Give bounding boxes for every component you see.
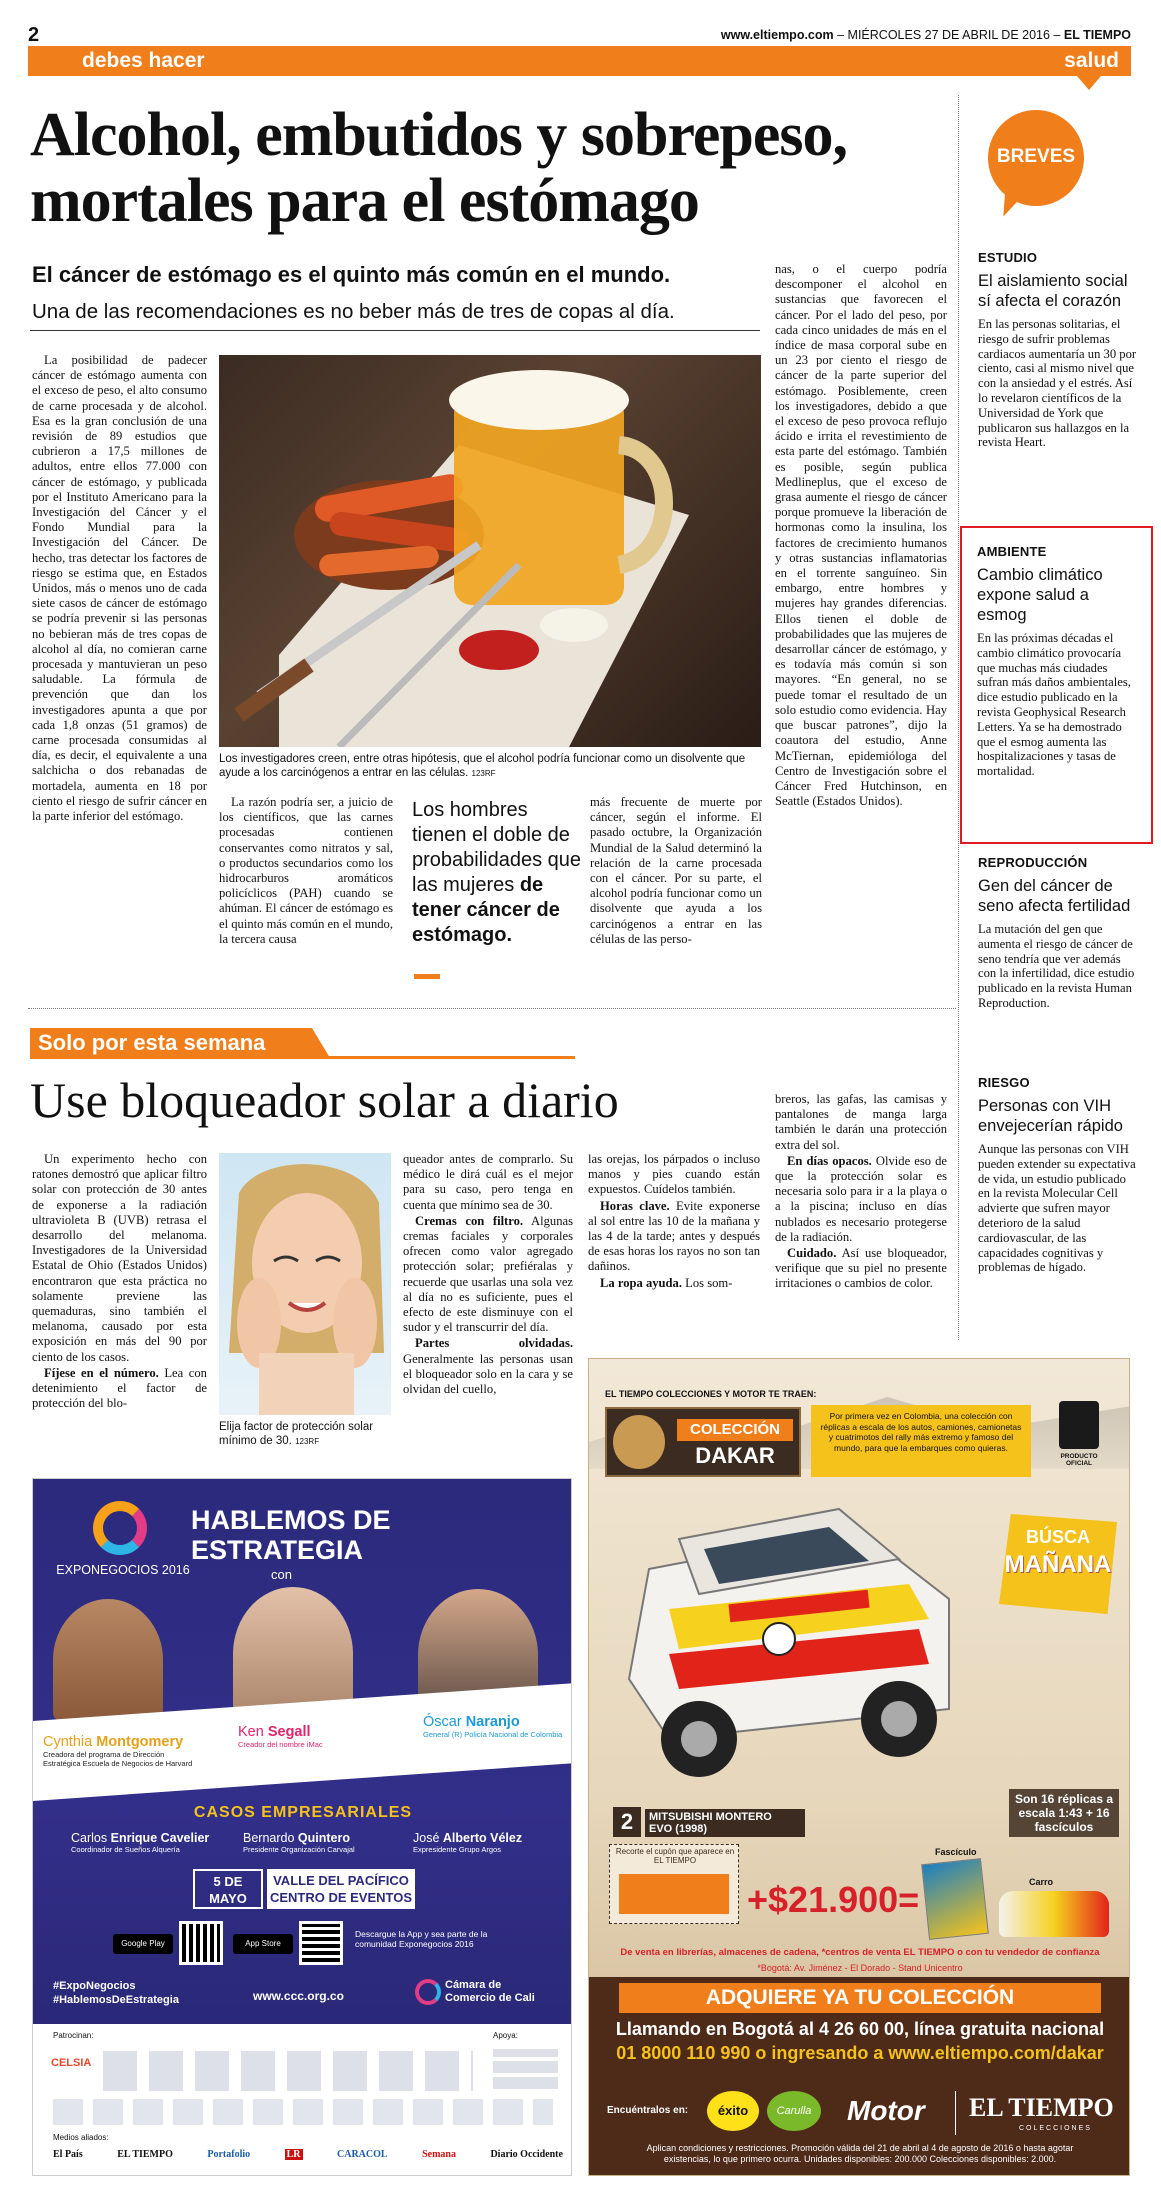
breve-item-highlighted: [960, 526, 1153, 844]
guest-card: Bernardo Quintero Presidente Organización Carvajal: [243, 1831, 355, 1854]
dakar-call-line1: Llamando en Bogotá al 4 26 60 00, línea gratuita nacional: [615, 2019, 1105, 2039]
media-logos: [53, 2149, 563, 2160]
camara-comercio-logo-icon: [415, 1979, 441, 2005]
article1-photo-credit: 123RF: [471, 769, 496, 778]
manana-label: MAÑANA: [1004, 1551, 1112, 1578]
dakar-call-line2[interactable]: 01 8000 110 990 o ingresando a www.eltiempo.com/dakar: [616, 2043, 1104, 2063]
adquiere-heading: ADQUIERE YA TU COLECCIÓN: [619, 1983, 1101, 2013]
colecciones-label: COLECCIONES: [1019, 2125, 1092, 2132]
article2-col1: Un experimento hecho con ratones demostró que aplicar filtro solar con protección de 30 antes de exponerse a la radiación ultravioleta B (UVB) retrasa el desarrollo del melanoma. Investigadores de la Universidad Estatal de Ohio (Estados Unidos) encontraron que esta práctica no solamente previene las quemaduras, sino también el melanoma, causado por esta exposición en más del 90 por ciento de los casos. Fíjese en el número. Lea con detenimiento el factor de protección del blo-: [32, 1152, 207, 1411]
section-left-label: debes hacer: [82, 49, 205, 72]
pullquote-accent: [414, 974, 440, 979]
breve-title: El aislamiento social sí afecta el corazón: [978, 272, 1128, 310]
breve-section: AMBIENTE: [977, 544, 1047, 559]
ad-title-line3: con: [271, 1567, 292, 1582]
coleccion-label: COLECCIÓN: [677, 1419, 793, 1441]
article2-col2: queador antes de comprarlo. Su médico le dirá cuál es el mejor para su caso, pero tenga en cuenta que mínimo sea de 30. Cremas con filtro. Algunas cremas faciales y corporales ofrecen como valor agregado protección solar; prefiéralas y recuerde que usarlas una sola vez al día no es suficiente, pues el efecto de este disminuye con el sudor y el transcurrir del día. Partes olvidadas. Generalmente las personas usan el bloqueador solo en la cara y se olvidan del cuello,: [403, 1152, 573, 1397]
breve-section: REPRODUCCIÓN: [978, 855, 1088, 870]
dakar-label: DAKAR: [695, 1443, 775, 1468]
article2-headline: Use bloqueador solar a diario: [30, 1072, 619, 1128]
speaker-card: Cynthia Montgomery Creadora del programa de Dirección Estratégica Escuela de Negocios de Harvard: [43, 1734, 193, 1768]
ad-hashtags: #ExpoNegocios #HablemosDeEstrategia: [53, 1980, 179, 2006]
breve-body: En las próximas décadas el cambio climático provocaría que muchas más ciudades sufran más daños ambientales, dice estudio publicado en la revista Geophysical Research Letters. Ya se ha demostrado que el esmog aumenta las hospitalizaciones y tasas de mortalidad.: [977, 631, 1131, 779]
header-date: MIÉRCOLES 27 DE ABRIL DE 2016: [847, 28, 1050, 42]
article1-col2: La razón podría ser, a juicio de los científicos, que las carnes procesadas contienen conservantes como nitratos y sal, o productos secundarios como los hidrocarburos aromáticos policíclicos (PAH) cuando se ahúman. El cáncer de estómago es el quinto más común en el mundo, la tercera causa: [219, 795, 393, 946]
article2-tag: Solo por esta semana: [38, 1030, 266, 1055]
oficial-label: PRODUCTO OFICIAL: [1060, 1453, 1098, 1467]
breve-item: [978, 250, 1140, 450]
breves-divider: [958, 95, 959, 1340]
article-divider: [28, 1008, 956, 1009]
breve-body: En las personas solitarias, el riesgo de sufrir problemas cardiacos aumentaría un 30 por ciento, casi al mismo nivel que con la ansiedad y el estrés. Así lo revelaron científicos de la Universidad de York que publicaron sus hallazgos en la revista Heart.: [978, 317, 1137, 450]
ad-title-line2: ESTRATEGIA: [191, 1535, 364, 1565]
article1-headline: Alcohol, embutidos y sobrepeso, mortales para el estómago: [30, 101, 847, 235]
article2-photo: [219, 1153, 391, 1415]
article2-col4: breros, las gafas, las camisas y pantalones de manga larga también le darán una protección extra del sol. En días opacos. Olvide eso de que la protección solar es necesaria solo para ir a la playa o a la piscina; incluso en días nublados es necesario protegerse de la radiación. Cuidado. Así use bloqueador, verifique que su piel no presente irritaciones o cambios de color.: [775, 1092, 948, 1291]
ad-date-badge: 5 DE MAYO: [193, 1869, 263, 1909]
media-logo: Diario Occidente: [490, 2149, 563, 2160]
header-paper: EL TIEMPO: [1063, 28, 1131, 42]
coupon-text: Recorte el cupón que aparece en EL TIEMPO: [615, 1847, 735, 1865]
guest-card: Carlos Enrique Cavelier Coordinador de Sueños Alquería: [71, 1831, 210, 1854]
breves-bubble-tail: [996, 187, 1024, 220]
encuentralos-label: Encuéntralos en:: [607, 2105, 689, 2116]
article1-col1: La posibilidad de padecer cáncer de estómago aumenta con el exceso de peso, el alto consumo de carne procesada y de alcohol. Esa es la gran conclusión de una revisión de 89 estudios que cubrieron a 17,5 millones de adultos, entre ellos 77.000 con cáncer de estómago, y publicada por el Instituto Americano para la Investigación del Cáncer y el Fondo Mundial para la Investigación del Cáncer. De hecho, tras detectar los factores de riesgo se estima que, en Estados Unidos, más o menos uno de cada siete casos de cáncer de estómago se podría prevenir si las personas no bebieran más de tres copas de alcohol al día, no comieran carne procesada y mantuvieran un peso saludable. La fórmula de prevención que dan los investigadores apunta a que por cada 1,8 onzas (51 gramos) de carne procesada consumidas al día, es decir, el equivalente a una salchicha o dos rebanadas de mortadela, aumenta en 18 por ciento el riesgo de sufrir cáncer en la parte inferior del estómago.: [32, 353, 207, 824]
celsia-logo: CELSIA: [51, 2057, 92, 2069]
speaker-photo: [53, 1599, 163, 1721]
sponsor-logos-row: [103, 2051, 473, 2091]
breve-body: La mutación del gen que aumenta el riesgo de cáncer de seno tendría que ver además con la infertilidad, dice estudio publicado en la revista Human Reproduction.: [978, 922, 1135, 1010]
media-logo: Semana: [422, 2149, 456, 2160]
speaker-card: Ken Segall Creador del nombre iMac: [238, 1724, 323, 1749]
dakar-logo-icon: [613, 1415, 665, 1469]
dakar-bogota: *Bogotá: Av. Jiménez - El Dorado - Stand Unicentro: [757, 1963, 963, 1973]
media-logo: Portafolio: [207, 2149, 251, 2160]
article2-col3: las orejas, los párpados o incluso manos y pies cuando están expuestos. Cuídelos también. Horas clave. Evite exponerse al sol entre las 10 de la mañana y las 4 de la tarde; antes y después de esas horas los rayos no son tan dañinos. La ropa ayuda. Los som-: [588, 1152, 760, 1290]
sponsor-logos-row: [53, 2099, 553, 2125]
dakar-top-text: EL TIEMPO COLECCIONES Y MOTOR TE TRAEN:: [605, 1389, 817, 1399]
ad-website-link[interactable]: www.ccc.org.co: [253, 1989, 344, 2003]
media-logo: CARACOL: [337, 2149, 388, 2160]
mitsubishi-truck-illustration: [609, 1489, 969, 1799]
motor-logo: Motor: [847, 2095, 925, 2126]
breve-title: Gen del cáncer de seno afecta fertilidad: [978, 877, 1131, 915]
header-dateline: www.eltiempo.com – MIÉRCOLES 27 DE ABRIL DE 2016 – EL TIEMPO: [720, 28, 1131, 42]
woman-sunscreen-illustration: [219, 1153, 391, 1415]
breve-title: Cambio climático expone salud a esmog: [977, 566, 1103, 624]
replicas-text: Son 16 réplicas a escala 1:43 + 16 fascículos: [1009, 1789, 1119, 1837]
logos-separator: [955, 2091, 956, 2135]
qr-code-icon[interactable]: [179, 1921, 223, 1965]
model-label: MITSUBISHI MONTERO EVO (1998): [645, 1809, 805, 1837]
section-right-arrow: [1077, 76, 1101, 90]
beer-sausage-illustration: [219, 355, 761, 747]
fasciculo-label: Fascículo: [935, 1847, 977, 1857]
google-play-button[interactable]: Google Play: [113, 1934, 173, 1954]
guest-card: José Alberto Vélez Expresidente Grupo Argos: [413, 1831, 523, 1854]
article2-photo-credit: 123RF: [295, 1437, 320, 1446]
page-number: 2: [28, 24, 40, 46]
breve-item: [978, 1075, 1140, 1275]
carro-image: [999, 1891, 1109, 1937]
ad-org-name: Cámara de Comercio de Cali: [445, 1979, 535, 2004]
speaker-card: Óscar Naranjo General (R) Policía Nacional de Colombia: [423, 1714, 563, 1739]
coupon-image: [619, 1874, 729, 1914]
article2-photo-caption: Elija factor de protección solar mínimo de 30. 123RF: [219, 1421, 374, 1447]
app-store-button[interactable]: App Store: [233, 1934, 293, 1954]
breves-badge: BREVES: [996, 146, 1076, 167]
ad-venue-badge: VALLE DEL PACÍFICO CENTRO DE EVENTOS: [267, 1869, 415, 1909]
header-url: www.eltiempo.com: [720, 28, 834, 42]
dakar-promo-text: Por primera vez en Colombia, una colección con réplicas a escala de los autos, camiones, camionetas y cuatrimotos del rally más extremo y famoso del mundo, para que la embarques como quieras.: [811, 1405, 1031, 1477]
eltiempo-logo: EL TIEMPO: [969, 2093, 1114, 2122]
article1-deck-rule: [30, 330, 760, 331]
media-logo: El País: [53, 2149, 83, 2160]
media-label: Medios aliados:: [53, 2133, 109, 2142]
ad-dakar[interactable]: [588, 1358, 1130, 2176]
qr-code-icon[interactable]: [299, 1921, 343, 1965]
article1-col3: más frecuente de muerte por cáncer, según el informe. El pasado octubre, la Organización Mundial de la Salud determinó la relación de la carne procesada con el cáncer. Por su parte, el alcohol podría funcionar como un disolvente que ayuda a los carcinógenos a entrar en las células de las perso-: [590, 795, 762, 946]
breve-body: Aunque las personas con VIH pueden extender su expectativa de vida, un estudio publicado en la revista Molecular Cell advierte que sufren mayor deterioro de la salud cardiovascular, de las capacidades cognitivas y problemas de hígado.: [978, 1142, 1136, 1275]
article1-deck: Una de las recomendaciones es no beber más de tres de copas al día.: [32, 300, 675, 323]
ad-casos-heading: CASOS EMPRESARIALES: [193, 1804, 413, 1821]
article1-photo-caption: Los investigadores creen, entre otras hipótesis, que el alcohol podría funcionar como un disolvente que ayude a los carcinógenos a entrar en las células. 123RF: [219, 753, 746, 779]
breve-item: [978, 855, 1140, 1011]
exito-logo: éxito: [707, 2091, 759, 2131]
oficial-logo-icon: [1059, 1401, 1099, 1449]
section-right-label: salud: [1064, 49, 1119, 72]
carulla-logo: Carulla: [767, 2091, 821, 2131]
article1-col4: nas, o el cuerpo podría descomponer el alcohol en sustancias que favorecen el cáncer. Por el lado del peso, por cada cinco unidades de más en el índice de masa corporal sube en un 23 por ciento el riesgo de cáncer de la parte superior del estómago. Posiblemente, creen los investigadores, debido a que el exceso de peso provoca reflujo ácido e irrita el revestimiento de esta parte del estómago. También es posible, según publica Medlineplus, que el exceso de grasa aumente el riesgo de cáncer porque promueve la liberación de hormonas como la insulina, los factores de crecimiento humanos y otras sustancias inflamatorias en el torrente sanguíneo. Sin embargo, entre hombres y mujeres hay grandes diferencias. Ellos tienen el doble de probabilidades que las mujeres de desarrollar cáncer de estómago, y es todavía más común si son mayores. “En general, no se puede tomar el resultado de un solo estudio como evidencia. Hay que buscar patrones”, dijo la coautora del estudio, Anne McTiernan, epidemióloga del Centro de Investigación sobre el Cáncer Fred Hutchinson, en Seattle (Estados Unidos).: [775, 262, 947, 809]
breve-section: RIESGO: [978, 1075, 1030, 1090]
sponsors-label: Patrocinan:: [53, 2031, 94, 2040]
ad-event-name: EXPONEGOCIOS 2016: [56, 1563, 190, 1577]
article2-tag-rule: [30, 1056, 575, 1059]
article1-photo: [219, 355, 761, 747]
carro-label: Carro: [1029, 1877, 1054, 1887]
article1-subhead: El cáncer de estómago es el quinto más común en el mundo.: [32, 262, 671, 287]
dakar-venta: De venta en librerías, almacenes de cadena, *centros de venta EL TIEMPO o con tu vendedor de confianza: [620, 1947, 1100, 1958]
dakar-price: +$21.900=: [747, 1879, 920, 1920]
article1-pullquote: Los hombres tienen el doble de probabilidades que las mujeres de tener cáncer de estómago.: [412, 799, 582, 946]
exponegocios-logo-icon: [93, 1501, 147, 1555]
support-label: Apoya:: [493, 2031, 518, 2040]
media-logo: LR: [286, 2149, 301, 2160]
support-logos: [493, 2049, 558, 2089]
ad-app-text: Descargue la App y sea parte de la comunidad Exponegocios 2016: [355, 1929, 488, 1949]
busca-label: BÚSCA: [1025, 1527, 1090, 1547]
dakar-fine-print: Aplican condiciones y restricciones. Promoción válida del 21 de abril al 4 de agosto de 2016 o hasta agotar existencias, lo que primero ocurra. Unidades disponibles: 200.000 Colecciones disponibles: 2.000.: [646, 2143, 1074, 2164]
breve-section: ESTUDIO: [978, 250, 1038, 265]
model-number-badge: 2: [613, 1807, 641, 1837]
ad-title-line1: HABLEMOS DE: [191, 1505, 391, 1535]
breve-title: Personas con VIH envejecerían rápido: [978, 1097, 1123, 1135]
fasciculo-image: [921, 1858, 989, 1940]
media-logo: EL TIEMPO: [117, 2149, 173, 2160]
ad-exponegocios[interactable]: [32, 1478, 572, 2176]
